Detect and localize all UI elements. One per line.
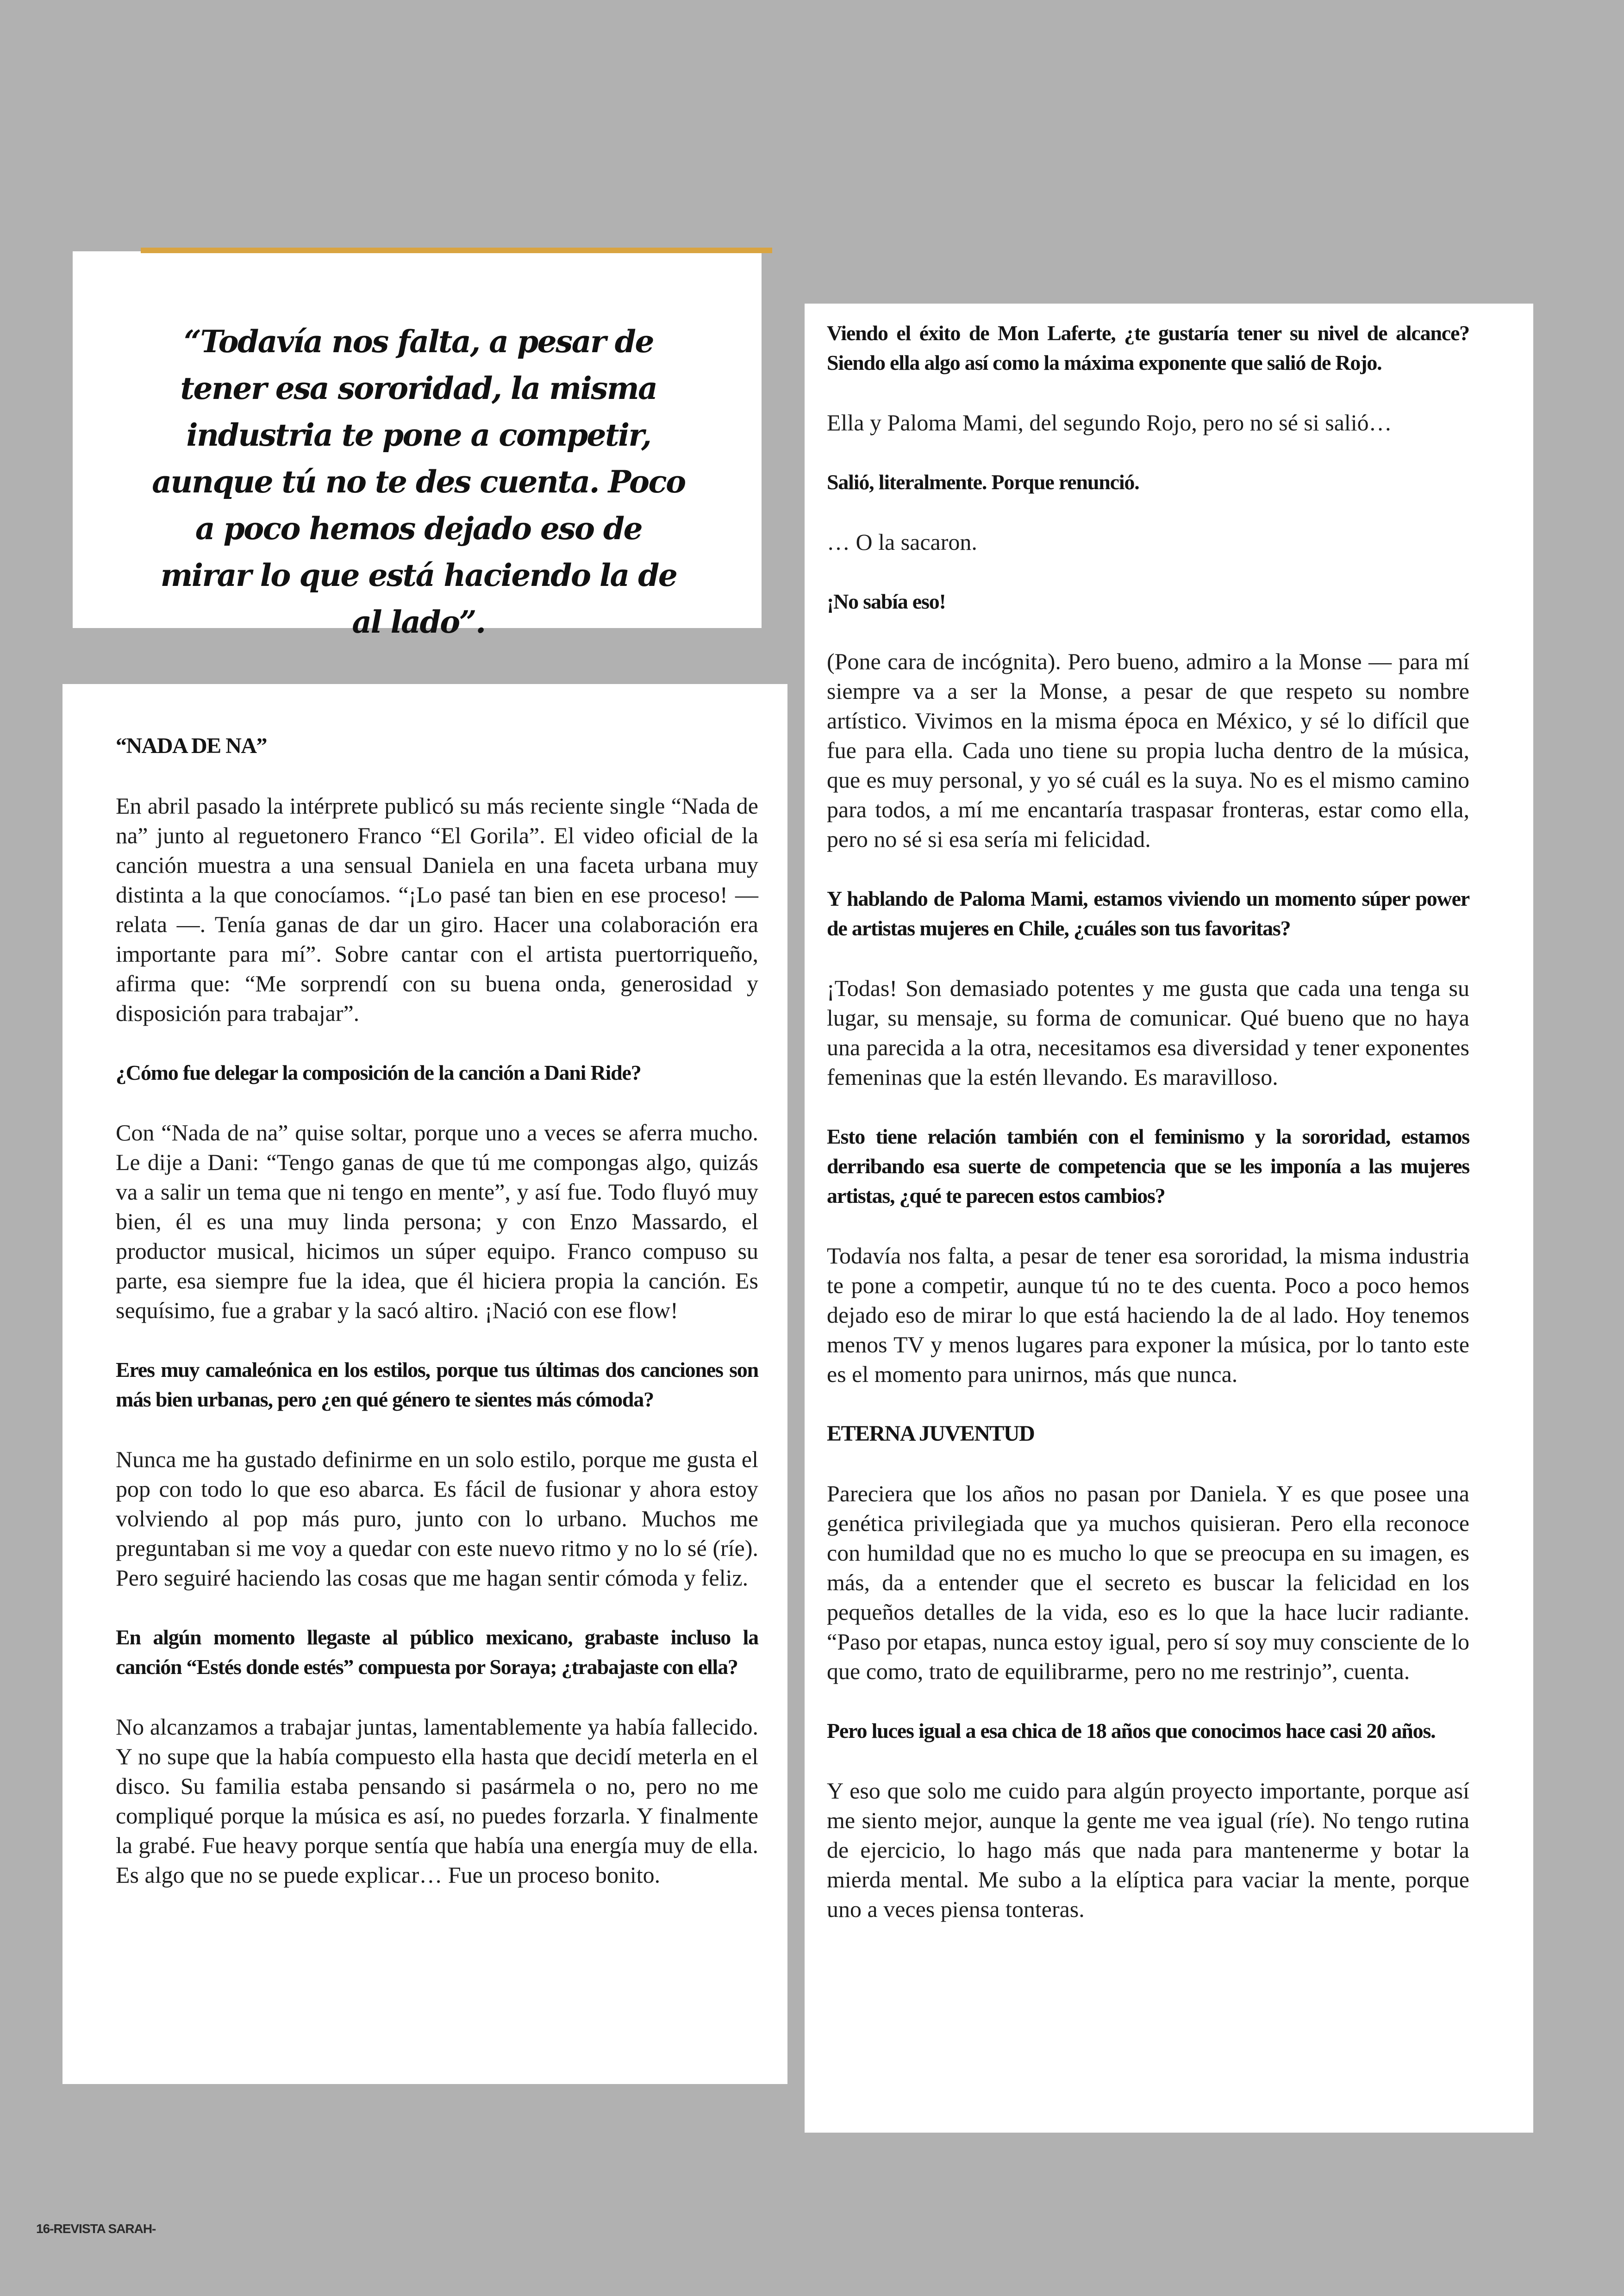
answer-paragraph: … O la sacaron. <box>827 529 977 555</box>
section-heading: ETERNA JUVENTUD <box>827 1421 1035 1446</box>
answer-paragraph: ¡Todas! Son demasiado potentes y me gusta que cada una tenga su lugar, su mensaje, su forma de comunicar. Qué bueno que no haya una parecida a la otra, necesitamos esa diversidad y tener exponentes femeninas que la estén llevando. Es maravilloso. <box>827 975 1469 1090</box>
answer-paragraph: En abril pasado la intérprete publicó su más reciente single “Nada de na” junto al reguetonero Franco “El Gorila”. El video oficial de la canción muestra a una sensual Daniela en una faceta urbana muy distinta a la que conocíamos. “¡Lo pasé tan bien en ese proceso! — relata —. Tenía ganas de dar un giro. Hacer una colaboración era importante para mí”. Sobre cantar con el artista puertorriqueño, afirma que: “Me sorprendí con su buena onda, generosidad y disposición para trabajar”. <box>116 793 758 1026</box>
interview-question: ¿Cómo fue delegar la composición de la canción a Dani Ride? <box>116 1061 641 1084</box>
answer-paragraph: No alcanzamos a trabajar juntas, lamentablemente ya había fallecido. Y no supe que la había compuesto ella hasta que decidí meterla en el disco. Su familia estaba pensando si pasármela o no, pero no me compliqué porque la música es así, no puedes forzarla. Y finalmente la grabé. Fue heavy porque sentía que había una energía muy de ella. Es algo que no se puede explicar… Fue un proceso bonito. <box>116 1714 758 1888</box>
answer-paragraph: Nunca me ha gustado definirme en un solo estilo, porque me gusta el pop con todo lo que eso abarca. Es fácil de fusionar y ahora estoy volviendo al pop más puro, junto con lo urbano. Muchos me preguntaban si me voy a quedar con este nuevo ritmo y no lo sé (ríe). Pero seguiré haciendo las cosas que me hagan sentir cómoda y feliz. <box>116 1446 758 1591</box>
interview-question: Pero luces igual a esa chica de 18 años que conocimos hace casi 20 años. <box>827 1719 1436 1742</box>
interview-question: En algún momento llegaste al público mexicano, grabaste incluso la canción “Estés donde estés” compuesta por Soraya; ¿trabajaste con ella? <box>116 1625 758 1679</box>
page-footer: 16-REVISTA SARAH- <box>36 2221 156 2236</box>
answer-paragraph: Pareciera que los años no pasan por Daniela. Y es que posee una genética privilegiada que ya muchos quisieran. Pero ella reconoce con humildad que no es mucho lo que se preocupa en su imagen, es más, da a entender que el secreto es buscar la felicidad en los pequeños detalles de la vida, eso es lo que la hace lucir radiante. “Paso por etapas, nunca estoy igual, pero sí soy muy consciente de lo que como, trato de equilibrarme, pero no me restrinjo”, cuenta. <box>827 1481 1469 1684</box>
quote-accent-bar <box>141 248 772 253</box>
interview-question: Eres muy camaleónica en los estilos, porque tus últimas dos canciones son más bien urbanas, pero ¿en qué género te sientes más cómoda? <box>116 1358 758 1411</box>
interview-question: ¡No sabía eso! <box>827 590 946 613</box>
interview-question: Esto tiene relación también con el feminismo y la sororidad, estamos derribando esa suerte de competencia que se les imponía a las mujeres artistas, ¿qué te parecen estos cambios? <box>827 1125 1469 1207</box>
interview-question: Viendo el éxito de Mon Laferte, ¿te gustaría tener su nivel de alcance? Siendo ella algo así como la máxima exponente que salió de Rojo. <box>827 321 1469 374</box>
interview-question: Salió, literalmente. Porque renunció. <box>827 470 1139 494</box>
interview-question: Y hablando de Paloma Mami, estamos viviendo un momento súper power de artistas mujeres en Chile, ¿cuáles son tus favoritas? <box>827 887 1469 940</box>
answer-paragraph: Todavía nos falta, a pesar de tener esa sororidad, la misma industria te pone a competir, aunque tú no te des cuenta. Poco a poco hemos dejado eso de mirar lo que está haciendo la de al lado. Hoy tenemos menos TV y menos lugares para exponer la música, por lo tanto este es el momento para unirnos, más que nunca. <box>827 1243 1469 1387</box>
answer-paragraph: Ella y Paloma Mami, del segundo Rojo, pero no sé si salió… <box>827 410 1392 436</box>
section-heading: “NADA DE NA” <box>116 734 267 758</box>
right-article-column <box>827 318 1469 1954</box>
answer-paragraph: (Pone cara de incógnita). Pero bueno, admiro a la Monse — para mí siempre va a ser la Monse, a pesar de que respeto su nombre artístico. Vivimos en la misma época en México, y sé lo difícil que fue para ella. Cada uno tiene su propia lucha dentro de la música, que es muy personal, y yo sé cuál es la suya. No es el mismo camino para todos, a mí me encantaría traspasar fronteras, estar como ella, pero no sé si esa sería mi felicidad. <box>827 648 1469 852</box>
pull-quote: “Todavía nos falta, a pesar de tener esa sororidad, la misma industria te pone a competir, aunque tú no te des cuenta. Poco a poco hemos dejado eso de mirar lo que está haciendo la de al lado”. <box>152 324 685 640</box>
answer-paragraph: Y eso que solo me cuido para algún proyecto importante, porque así me siento mejor, aunque la gente me vea igual (ríe). No tengo rutina de ejercicio, lo hago más que nada para mantenerme y botar la mierda mental. Me subo a la elíptica para vaciar la mente, porque uno a veces piensa tonteras. <box>827 1778 1469 1922</box>
left-article-column <box>116 731 758 1920</box>
answer-paragraph: Con “Nada de na” quise soltar, porque uno a veces se aferra mucho. Le dije a Dani: “Tengo ganas de que tú me compongas algo, quizás va a salir un tema que ni tengo en mente”, y así fue. Todo fluyó muy bien, él es una muy linda persona; y con Enzo Massardo, el productor musical, hicimos un súper equipo. Franco compuso su parte, esa siempre fue la idea, que él hiciera propia la canción. Es sequísimo, fue a grabar y la sacó altiro. ¡Nació con ese flow! <box>116 1120 758 1323</box>
